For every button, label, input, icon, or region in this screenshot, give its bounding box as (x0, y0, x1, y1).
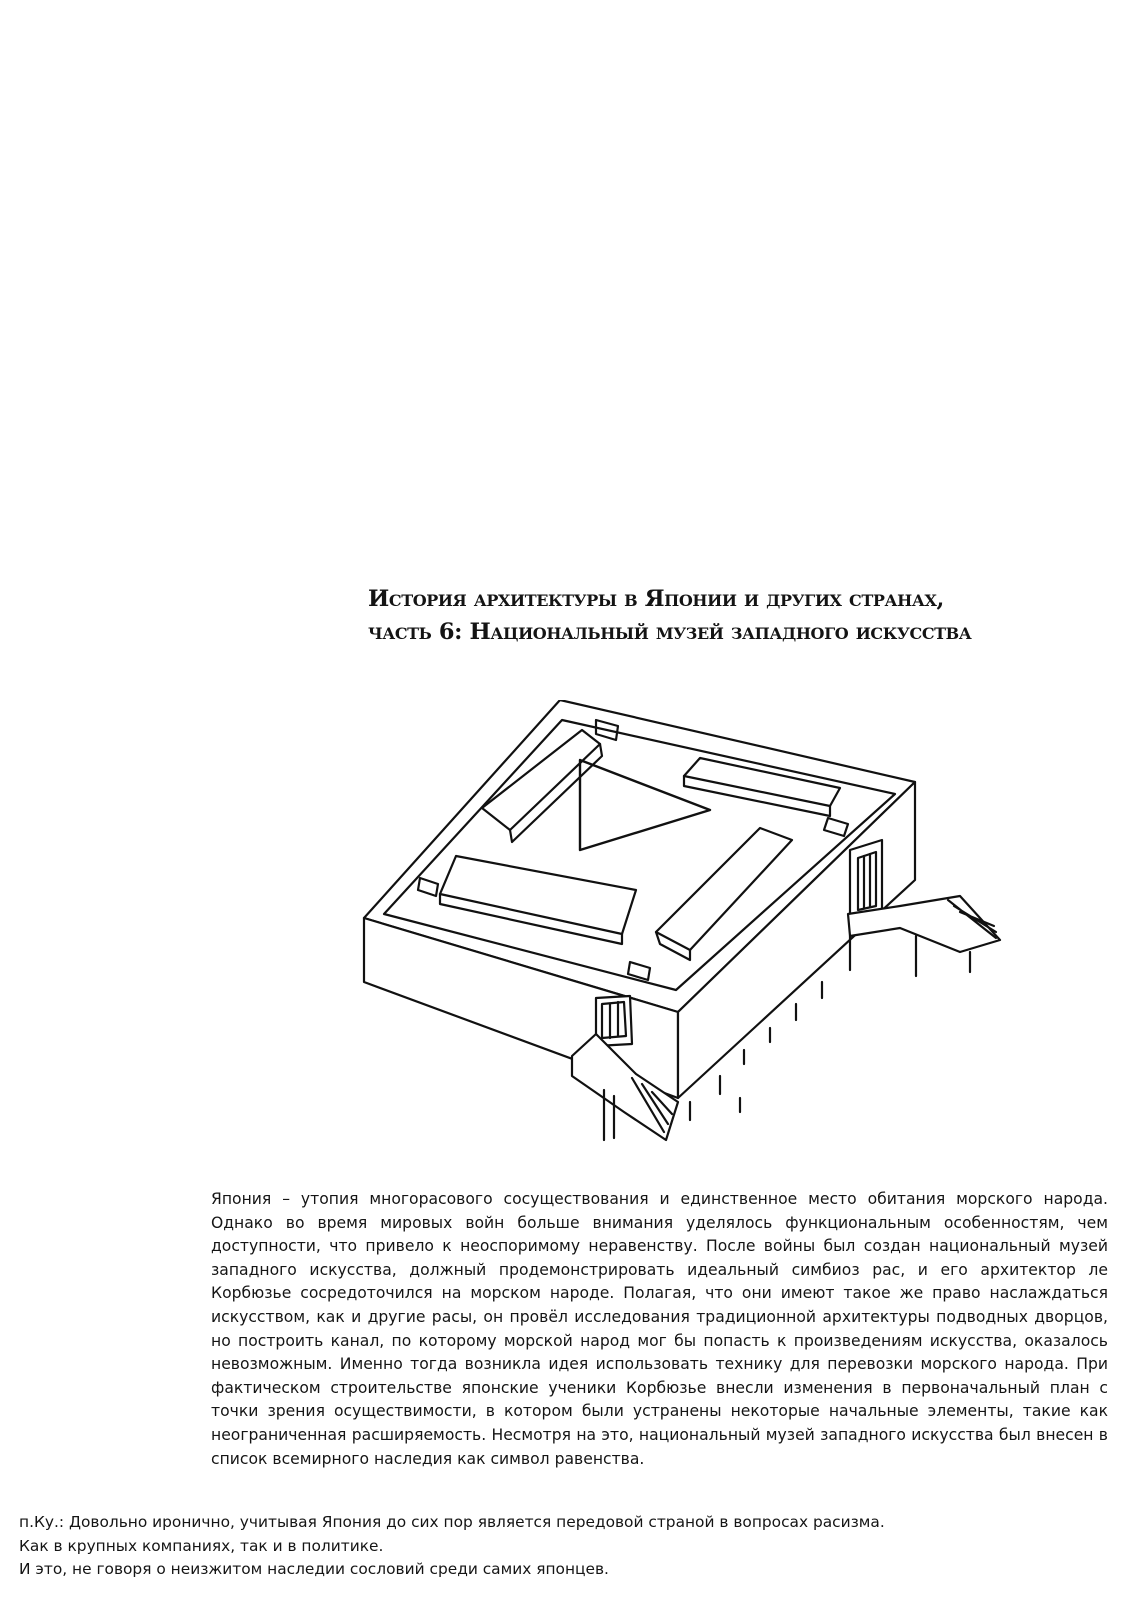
translator-note-line-3: И это, не говоря о неизжитом наследии сословий среди самих японцев. (19, 1560, 609, 1578)
translator-note (19, 1511, 1119, 1582)
translator-note-line-1: п.Ку.: Довольно иронично, учитывая Япония до сих пор является передовой страной в вопросах расизма. (19, 1513, 885, 1531)
museum-building-icon (360, 700, 1040, 1180)
body-paragraph: Япония – утопия многорасового сосуществования и единственное место обитания морского народа. Однако во время мировых войн больше внимания уделялось функциональным особенностям, чем доступности, что привело к неоспоримому неравенству. После войны был создан национальный музей западного искусства, должный продемонстрировать идеальный симбиоз рас, и его архитектор ле Корбюзье сосредоточился на морском народе. Полагая, что они имеют такое же право наслаждаться искусством, как и другие расы, он провёл исследования традиционной архитектуры подводных дворцов, но построить канал, по которому морской народ мог бы попасть к произведениям искусства, оказалось невозможным. Именно тогда возникла идея использовать технику для перевозки морского народа. При фактическом строительстве японские ученики Корбюзье внесли изменения в первоначальный план с точки зрения осуществимости, в котором были устранены некоторые начальные элементы, такие как неограниченная расширяемость. Несмотря на это, национальный музей западного искусства был внесен в список всемирного наследия как символ равенства. (211, 1190, 1108, 1468)
page-title (368, 583, 1128, 649)
translator-note-line-2: Как в крупных компаниях, так и в политике. (19, 1536, 384, 1555)
right-entrance (850, 840, 882, 918)
title-line-1: История архитектуры в Японии и других странах, (368, 586, 944, 612)
title-line-2: часть 6: Национальный музей западного искусства (368, 619, 972, 645)
